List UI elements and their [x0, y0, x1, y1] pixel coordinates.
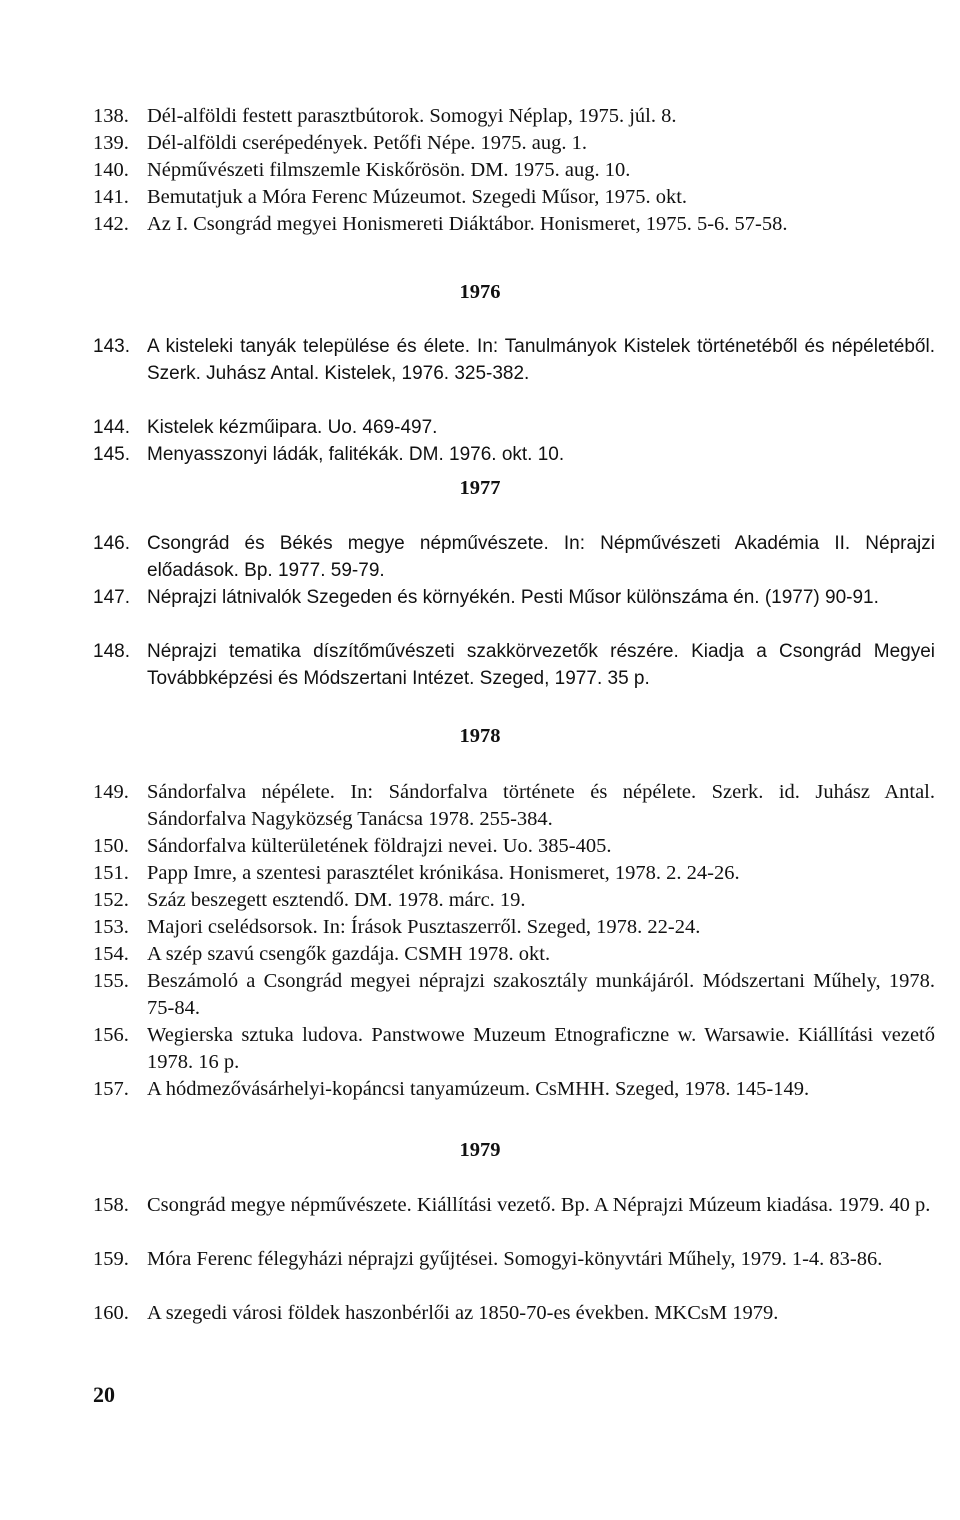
entry-text: Wegierska sztuka ludova. Panstwowe Muzeum Etnograficzne w. Warsawie. Kiállítási vezető 1978. 16 p. — [147, 1024, 935, 1073]
bib-entry-138 — [93, 103, 935, 130]
entry-number: 142. — [93, 213, 129, 235]
entry-text: Az I. Csongrád megyei Honismereti Diáktábor. Honismeret, 1975. 5-6. 57-58. — [147, 213, 788, 235]
bib-entry-150 — [93, 833, 935, 860]
year-heading-1976: 1976 — [459, 281, 501, 303]
entry-text: Sándorfalva népélete. In: Sándorfalva története és népélete. Szerk. id. Juhász Antal. Sándorfalva Nagyközség Tanácsa 1978. 255-384. — [147, 781, 935, 830]
entry-number: 150. — [93, 835, 129, 857]
entry-text: A szép szavú csengők gazdája. CSMH 1978. okt. — [147, 943, 551, 965]
entry-number: 159. — [93, 1248, 129, 1270]
entry-number: 145. — [93, 444, 130, 465]
bib-entry-156 — [93, 1022, 935, 1076]
entry-text: Bemutatjuk a Móra Ferenc Múzeumot. Szegedi Műsor, 1975. okt. — [147, 186, 688, 208]
entry-text: Majori cselédsorsok. In: Írások Pusztaszerről. Szeged, 1978. 22-24. — [147, 916, 701, 938]
entry-number: 152. — [93, 889, 129, 911]
bib-entry-141 — [93, 184, 935, 211]
entry-text: Néprajzi látnivalók Szegeden és környékén. Pesti Műsor különszáma én. (1977) 90-91. — [147, 587, 879, 608]
bib-entry-147 — [93, 584, 935, 611]
entry-number: 143. — [93, 336, 130, 357]
entry-text: A kisteleki tanyák települése és élete. In: Tanulmányok Kistelek történetéből és népéletéből. Szerk. Juhász Antal. Kistelek, 1976. 325-382. — [147, 336, 935, 384]
entry-text: Néprajzi tematika díszítőművészeti szakkörvezetők részére. Kiadja a Csongrád Megyei Továbbképzési és Módszertani Intézet. Szeged, 1977. 35 p. — [147, 641, 935, 689]
entry-number: 139. — [93, 132, 129, 154]
bib-entry-144 — [93, 414, 935, 441]
entry-number: 160. — [93, 1302, 129, 1324]
bib-entry-139 — [93, 130, 935, 157]
entry-number: 157. — [93, 1078, 129, 1100]
entry-number: 138. — [93, 105, 129, 127]
entry-number: 154. — [93, 943, 129, 965]
entry-text: Móra Ferenc félegyházi néprajzi gyűjtései. Somogyi-könyvtári Műhely, 1979. 1-4. 83-86. — [147, 1248, 883, 1270]
entry-text: Száz beszegett esztendő. DM. 1978. márc. 19. — [147, 889, 526, 911]
entry-text: Csongrád és Békés megye népművészete. In: Népművészeti Akadémia II. Néprajzi előadások. Bp. 1977. 59-79. — [147, 533, 935, 581]
bib-entry-155 — [93, 968, 935, 1022]
bib-entry-142 — [93, 211, 935, 238]
entry-number: 147. — [93, 587, 130, 608]
bib-entry-151 — [93, 860, 935, 887]
entry-text: Kistelek kézműipara. Uo. 469-497. — [147, 417, 438, 438]
bib-entry-140 — [93, 157, 935, 184]
entry-number: 144. — [93, 417, 130, 438]
entry-text: Népművészeti filmszemle Kiskőrösön. DM. 1975. aug. 10. — [147, 159, 631, 181]
entry-number: 155. — [93, 970, 129, 992]
year-heading-1978: 1978 — [459, 725, 501, 747]
year-heading-1977: 1977 — [459, 477, 501, 499]
entry-number: 151. — [93, 862, 129, 884]
entry-number: 141. — [93, 186, 129, 208]
bib-entry-148 — [93, 638, 935, 692]
entry-text: Menyasszonyi ládák, falitékák. DM. 1976. okt. 10. — [147, 444, 565, 465]
entry-text: A hódmezővásárhelyi-kopáncsi tanyamúzeum. CsMHH. Szeged, 1978. 145-149. — [147, 1078, 810, 1100]
bib-entry-153 — [93, 914, 935, 941]
entry-number: 146. — [93, 533, 130, 554]
entry-number: 158. — [93, 1194, 129, 1216]
entry-number: 148. — [93, 641, 130, 662]
bib-entry-157 — [93, 1076, 935, 1103]
entry-number: 153. — [93, 916, 129, 938]
bib-entry-159 — [93, 1246, 935, 1273]
entry-text: Sándorfalva külterületének földrajzi nevei. Uo. 385-405. — [147, 835, 612, 857]
bib-entry-149 — [93, 779, 935, 833]
year-heading-1979: 1979 — [459, 1139, 501, 1161]
entry-text: Dél-alföldi cserépedények. Petőfi Népe. 1975. aug. 1. — [147, 132, 588, 154]
bib-entry-154 — [93, 941, 935, 968]
bib-entry-146 — [93, 530, 935, 584]
entry-text: Csongrád megye népművészete. Kiállítási vezető. Bp. A Néprajzi Múzeum kiadása. 1979. 40 p. — [147, 1194, 931, 1216]
bib-entry-152 — [93, 887, 935, 914]
entry-text: A szegedi városi földek haszonbérlői az 1850-70-es években. MKCsM 1979. — [147, 1302, 779, 1324]
bib-entry-145 — [93, 441, 935, 468]
page-number: 20 — [93, 1382, 115, 1407]
bib-entry-143 — [93, 333, 935, 387]
bib-entry-158 — [93, 1192, 935, 1219]
bib-entry-160 — [93, 1300, 935, 1327]
entry-text: Dél-alföldi festett parasztbútorok. Somogyi Néplap, 1975. júl. 8. — [147, 105, 677, 127]
entry-number: 140. — [93, 159, 129, 181]
entry-number: 149. — [93, 781, 129, 803]
entry-text: Beszámoló a Csongrád megyei néprajzi szakosztály munkájáról. Módszertani Műhely, 1978. 75-84. — [147, 970, 935, 1019]
entry-text: Papp Imre, a szentesi parasztélet krónikása. Honismeret, 1978. 2. 24-26. — [147, 862, 740, 884]
entry-number: 156. — [93, 1024, 129, 1046]
